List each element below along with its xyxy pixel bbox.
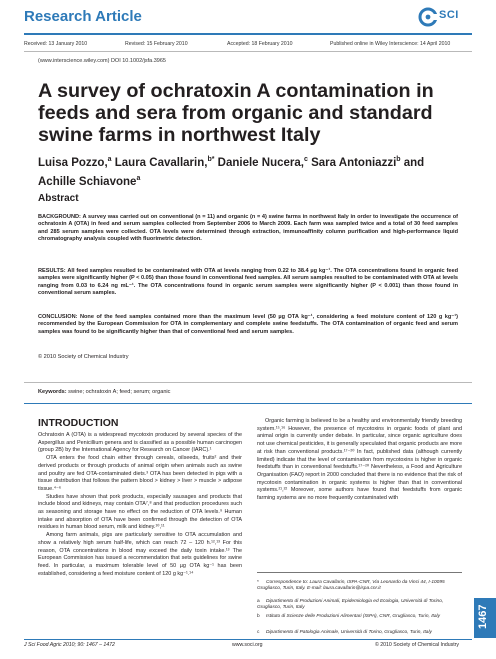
footer-copyright: © 2010 Society of Chemical Industry [375, 642, 459, 648]
page-number: 1467 [477, 604, 489, 629]
dates-divider [24, 51, 472, 52]
abstract-copyright: © 2010 Society of Chemical Industry [38, 354, 129, 360]
footnote-text: Istituto di Scienze delle Produzioni Alimentari (ISPA), CNR, Grugliasco, Turin, Italy [266, 614, 440, 619]
author-affiliation-mark: a [136, 174, 141, 182]
author-name: Luisa Pozzo, [38, 156, 108, 169]
accepted-date: Accepted: 18 February 2010 [227, 41, 293, 47]
journal-citation: J Sci Food Agric 2010; 90: 1467 – 1472 [24, 642, 115, 648]
page-number-tab [474, 598, 496, 638]
header-rule [24, 33, 472, 35]
section-label: Research Article [24, 8, 142, 25]
body-paragraph: Ochratoxin A (OTA) is a widespread mycotoxin produced by several species of the Aspergillus and Penicillium genera and is classified as a possible human carcinogen (group 2B) by the International Agency for Research on Cancer (IARC).¹ [38, 432, 242, 454]
abstract-conclusion-label: CONCLUSION: [38, 314, 78, 320]
abstract-heading: Abstract [38, 193, 79, 204]
abstract-results-label: RESULTS: [38, 268, 66, 274]
footnote-correspondence [257, 580, 462, 593]
footnote-mark: a [257, 599, 260, 604]
publisher-logo [417, 6, 473, 30]
footnote-affiliation-b [257, 614, 462, 620]
author-affiliation-mark: b* [207, 156, 215, 163]
abstract-conclusion [38, 314, 458, 336]
author-name: Laura Cavallarin, [114, 156, 208, 169]
abstract-conclusion-text: None of the feed samples contained more than the maximum level (50 µg OTA kg⁻¹, considering a feed moisture content of 120 g kg⁻¹) recommended by the European Commission for OTA in complementary and complete swine feedstuffs. The OTA contamination of organic feed and serum samples was found to be significantly higher than that of conventional feed and serum samples. [38, 314, 458, 335]
keywords-list: swine; ochratoxin A; feed; serum; organic [68, 389, 171, 395]
abstract-results-text: All feed samples resulted to be contaminated with OTA at levels ranging from 0.22 to 38.4 µg kg⁻¹. The OTA concentrations found in organic feed samples were significantly higher (P < 0.05) than those found in conventional feed samples. All serum samples resulted to be contaminated with OTA at levels ranging from 0.03 to 6.24 ng mL⁻¹. The OTA concentrations found in organic serum samples were significantly higher (P < 0.001) than those found in conventional serum samples. [38, 268, 458, 296]
footnote-text: Correspondence to: Laura Cavallarin, ISPA-CNR, Via Leonardo da Vinci 44, I-10095 Grugliasco, Turin, Italy. E-mail: laura.cavallarin@ispa.cnr.it [257, 580, 445, 592]
footnote-text: Dipartimento di Patologia Animale, Università di Torino, Grugliasco, Turin, Italy [266, 630, 432, 635]
left-column [38, 432, 242, 578]
received-date: Received: 13 January 2010 [24, 41, 88, 47]
abstract-results [38, 268, 458, 297]
right-column [257, 418, 462, 503]
introduction-heading: INTRODUCTION [38, 417, 119, 429]
author-affiliation-mark: b [396, 156, 401, 163]
body-paragraph: OTA enters the food chain either through cereals, oilseeds, fruits² and their derived products or through products of animal origin when animals such as swine and poultry are fed OTA-contaminated diets.³ OTA has been detected in pigs with a tissue distribution that follows the pattern blood > kidney > liver > muscle > adipose tissue.⁴⁻⁶ [38, 455, 242, 492]
doi-line[interactable]: (www.interscience.wiley.com) DOI 10.1002/jsfa.3965 [38, 58, 166, 64]
logo-mark-icon [417, 6, 439, 28]
footnote-divider [257, 572, 462, 573]
logo-text: SCI [439, 9, 459, 21]
abstract-background [38, 214, 458, 243]
footnote-affiliation-a [257, 599, 462, 612]
footnote-mark: c [257, 630, 260, 635]
keywords-line [38, 389, 170, 395]
footnote-text: Dipartimento di Produzioni Animali, Epidemiologia ed Ecologia, Università di Torino, Grugliasco, Turin, Italy [257, 599, 444, 611]
footnote-mark: b [257, 614, 260, 619]
body-paragraph: Among farm animals, pigs are particularly sensitive to OTA accumulation and show a relatively high serum half-life, which can reach 72 – 120 h.¹²,¹³ For this reason, OTA concentrations in blood may exceed the daily toxin intake.¹³ The European Commission has issued a recommendation that sets guidelines for swine feed. In particular, a maximum tolerable level of 50 µg OTA kg⁻¹ has been established, considering a feed moisture content of 120 g kg⁻¹.¹⁴ [38, 532, 242, 577]
article-title: A survey of ochratoxin A contamination in feeds and sera from organic and standard swine farms in northwest Italy [38, 80, 434, 146]
abstract-background-text: A survey was carried out on conventional (n = 11) and organic (n = 4) swine farms in northwest Italy in order to investigate the occurrence of ochratoxin A (OTA) in feed and serum samples collected from September 2006 to March 2009. Each farm was sampled twice and a total of 30 feed samples and 285 serum samples were collected. OTA levels were determined through extraction, immunoaffinity column purification and high-performance liquid chromatography analysis coupled with fluorimetric detection. [38, 214, 458, 242]
author-name: Daniele Nucera, [217, 156, 304, 169]
abstract-background-label: BACKGROUND: [38, 214, 81, 220]
keywords-label: Keywords: [38, 389, 67, 395]
author-name: and Achille Schiavone [38, 156, 425, 188]
keywords-divider [24, 403, 472, 404]
published-date: Published online in Wiley Interscience: 14 April 2010 [330, 41, 451, 47]
footnote-affiliation-c [257, 630, 462, 636]
publisher-url[interactable]: www.soci.org [232, 642, 263, 648]
abstract-divider [24, 382, 472, 383]
revised-date: Revised: 15 February 2010 [125, 41, 188, 47]
author-name: Sara Antoniazzi [311, 156, 397, 169]
body-paragraph: Organic farming is believed to be a healthy and environmentally friendly breeding system.¹⁵,¹⁶ However, the presence of mycotoxins in organic foods of plant and animal origin is currently under debate. In particular, since organic agriculture does not use chemical pesticides, it is generally speculated that organic products are more at risk than conventional products.¹⁷⁻²⁰ In fact, published data (although currently limited) indicate that the level of contamination from mycotoxins is higher in organic feedstuffs than in conventional feedstuffs.¹⁷⁻²⁰ Nevertheless, a Food and Agriculture Organisation (FAO) report in 2000 concluded that there is no evidence that the risk of mycotoxin contamination in organic systems is higher than that in conventional systems.²¹,²² Moreover, some authors have found that feedstuffs from organic farming systems are no more frequently contaminated with [257, 418, 462, 502]
author-list [38, 152, 458, 190]
footnote-mark: * [257, 580, 259, 585]
author-affiliation-mark: a [107, 156, 112, 163]
body-paragraph: Studies have shown that pork products, especially sausages and products that include blood and kidneys, may contain OTA⁷,⁸ and that production procedures such as seasoning and storage have no effect on the reduction of OTA levels.⁹ Human intake and absorption of OTA have been confirmed through the detection of OTA residues in human blood serum, milk and kidney.¹⁰,¹¹ [38, 493, 242, 531]
footer-rule [24, 639, 472, 640]
author-affiliation-mark: c [303, 156, 308, 163]
